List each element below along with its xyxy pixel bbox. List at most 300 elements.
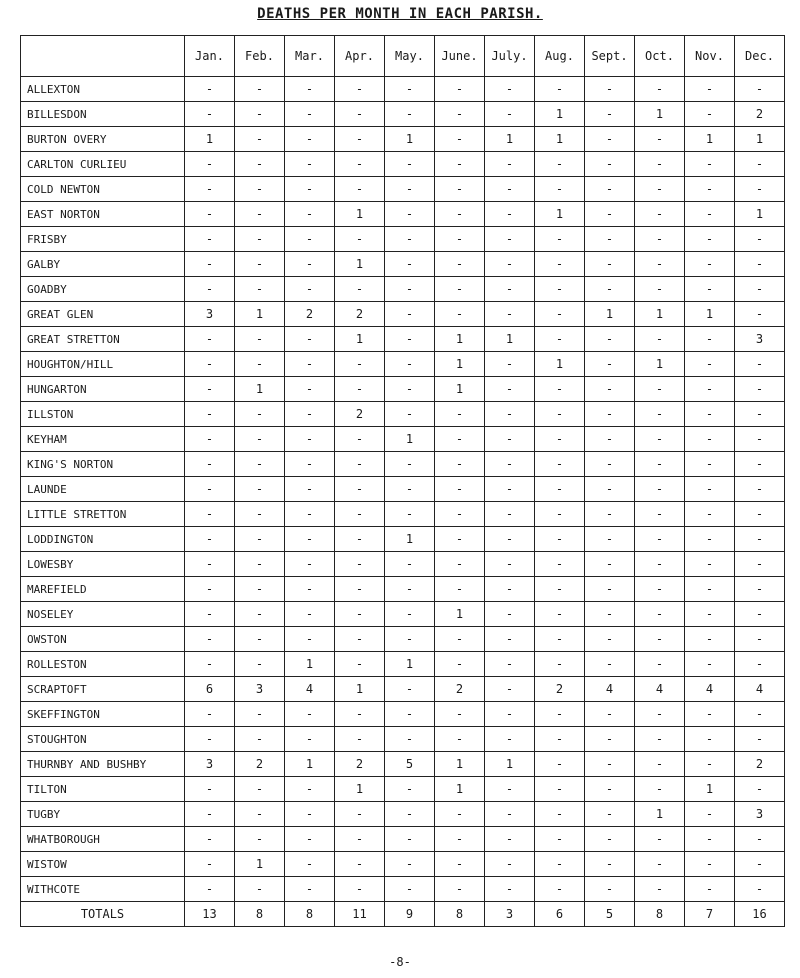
month-value: 4 <box>585 677 635 702</box>
month-value: - <box>385 202 435 227</box>
month-value: 1 <box>685 302 735 327</box>
month-value: 1 <box>385 427 435 452</box>
month-value: - <box>435 277 485 302</box>
table-row <box>21 127 785 152</box>
month-value: 1 <box>685 127 735 152</box>
month-value: - <box>535 702 585 727</box>
month-value: - <box>235 127 285 152</box>
month-value: - <box>385 327 435 352</box>
month-value: - <box>335 102 385 127</box>
month-value: - <box>535 177 585 202</box>
month-value: - <box>285 827 335 852</box>
table-row <box>21 227 785 252</box>
total-value: 8 <box>435 902 485 927</box>
month-value: - <box>235 227 285 252</box>
month-value: 1 <box>485 127 535 152</box>
month-value: - <box>585 177 635 202</box>
month-value: - <box>235 352 285 377</box>
month-value: - <box>735 227 785 252</box>
month-value: - <box>685 402 735 427</box>
month-value: - <box>285 227 335 252</box>
month-value: - <box>735 552 785 577</box>
month-value: - <box>435 702 485 727</box>
month-value: - <box>635 752 685 777</box>
table-row <box>21 327 785 352</box>
month-value: 1 <box>485 752 535 777</box>
total-value: 5 <box>585 902 635 927</box>
month-value: - <box>335 702 385 727</box>
month-value: - <box>485 877 535 902</box>
total-value: 13 <box>185 902 235 927</box>
total-value: 9 <box>385 902 435 927</box>
month-value: - <box>435 402 485 427</box>
month-value: - <box>435 127 485 152</box>
month-value: - <box>585 802 635 827</box>
month-value: - <box>685 702 735 727</box>
month-value: - <box>635 202 685 227</box>
month-value: 6 <box>185 677 235 702</box>
parish-name: GOADBY <box>21 277 185 302</box>
month-value: 1 <box>535 102 585 127</box>
month-value: - <box>335 602 385 627</box>
month-value: - <box>285 802 335 827</box>
month-value: - <box>435 827 485 852</box>
month-value: - <box>185 852 235 877</box>
month-value: - <box>185 502 235 527</box>
month-value: - <box>335 452 385 477</box>
month-value: - <box>735 402 785 427</box>
table-row <box>21 352 785 377</box>
month-value: - <box>485 427 535 452</box>
month-value: - <box>685 627 735 652</box>
table-row <box>21 877 785 902</box>
table-row <box>21 402 785 427</box>
month-value: - <box>285 452 335 477</box>
month-value: - <box>185 802 235 827</box>
month-value: - <box>635 552 685 577</box>
month-value: 4 <box>285 677 335 702</box>
month-value: - <box>285 252 335 277</box>
month-value: - <box>235 277 285 302</box>
month-value: - <box>635 177 685 202</box>
month-value: - <box>585 377 635 402</box>
month-value: - <box>735 627 785 652</box>
parish-name: KING'S NORTON <box>21 452 185 477</box>
month-value: - <box>585 852 635 877</box>
month-value: - <box>685 802 735 827</box>
month-value: - <box>235 502 285 527</box>
month-value: - <box>585 827 635 852</box>
parish-name: GREAT GLEN <box>21 302 185 327</box>
table-row <box>21 77 785 102</box>
month-value: 2 <box>285 302 335 327</box>
month-value: - <box>485 202 535 227</box>
month-value: 1 <box>285 752 335 777</box>
month-value: 1 <box>335 777 385 802</box>
month-value: - <box>585 527 635 552</box>
month-value: 1 <box>635 102 685 127</box>
total-value: 3 <box>485 902 535 927</box>
month-value: - <box>585 277 635 302</box>
month-value: 3 <box>735 802 785 827</box>
month-value: - <box>485 652 535 677</box>
month-value: - <box>635 477 685 502</box>
month-value: - <box>385 727 435 752</box>
month-value: - <box>335 427 385 452</box>
month-value: - <box>735 302 785 327</box>
table-row <box>21 652 785 677</box>
month-value: - <box>335 527 385 552</box>
month-value: - <box>385 802 435 827</box>
parish-name: EAST NORTON <box>21 202 185 227</box>
parish-name: ROLLESTON <box>21 652 185 677</box>
month-value: - <box>585 77 635 102</box>
parish-name: LODDINGTON <box>21 527 185 552</box>
month-value: - <box>285 777 335 802</box>
month-value: - <box>635 527 685 552</box>
month-value: - <box>435 77 485 102</box>
month-value: - <box>335 652 385 677</box>
month-value: 1 <box>235 302 285 327</box>
month-value: - <box>335 277 385 302</box>
month-value: - <box>535 627 585 652</box>
month-value: - <box>485 302 535 327</box>
month-value: - <box>635 227 685 252</box>
month-value: - <box>235 877 285 902</box>
month-value: - <box>685 552 735 577</box>
month-value: 5 <box>385 752 435 777</box>
month-value: - <box>435 452 485 477</box>
month-value: - <box>735 377 785 402</box>
month-value: - <box>335 152 385 177</box>
header-row <box>21 36 785 77</box>
month-value: - <box>285 127 335 152</box>
month-value: - <box>585 402 635 427</box>
month-value: - <box>735 652 785 677</box>
month-value: - <box>385 627 435 652</box>
parish-name: HOUGHTON/HILL <box>21 352 185 377</box>
month-value: - <box>435 102 485 127</box>
month-value: 1 <box>435 377 485 402</box>
month-value: 4 <box>685 677 735 702</box>
month-value: - <box>485 152 535 177</box>
table-row <box>21 452 785 477</box>
month-header: May. <box>385 36 435 77</box>
month-value: - <box>585 352 635 377</box>
month-value: - <box>235 402 285 427</box>
month-value: - <box>235 102 285 127</box>
month-value: - <box>535 777 585 802</box>
month-value: - <box>285 327 335 352</box>
month-value: - <box>235 327 285 352</box>
month-value: - <box>435 802 485 827</box>
month-value: - <box>585 752 635 777</box>
parish-name: SCRAPTOFT <box>21 677 185 702</box>
total-value: 11 <box>335 902 385 927</box>
table-row <box>21 427 785 452</box>
parish-name: THURNBY AND BUSHBY <box>21 752 185 777</box>
month-value: - <box>435 202 485 227</box>
month-value: 2 <box>335 752 385 777</box>
month-value: - <box>735 727 785 752</box>
month-value: - <box>385 777 435 802</box>
month-value: - <box>685 727 735 752</box>
month-value: - <box>535 552 585 577</box>
month-value: - <box>685 352 735 377</box>
month-value: - <box>285 177 335 202</box>
table-row <box>21 527 785 552</box>
month-value: 1 <box>235 852 285 877</box>
month-value: - <box>685 452 735 477</box>
month-value: - <box>585 327 635 352</box>
month-value: - <box>485 227 535 252</box>
month-value: - <box>635 377 685 402</box>
month-header: Dec. <box>735 36 785 77</box>
month-value: 1 <box>385 527 435 552</box>
month-value: - <box>485 452 535 477</box>
month-value: - <box>185 727 235 752</box>
month-value: - <box>235 602 285 627</box>
month-value: - <box>385 502 435 527</box>
month-value: - <box>585 652 635 677</box>
month-value: - <box>485 277 535 302</box>
month-value: - <box>485 477 535 502</box>
month-value: - <box>685 277 735 302</box>
month-value: 1 <box>585 302 635 327</box>
month-value: - <box>685 227 735 252</box>
month-value: - <box>685 427 735 452</box>
month-value: - <box>685 852 735 877</box>
month-value: - <box>685 102 735 127</box>
parish-name: NOSELEY <box>21 602 185 627</box>
month-value: - <box>385 102 435 127</box>
table-row <box>21 627 785 652</box>
month-value: - <box>685 602 735 627</box>
month-header: Aug. <box>535 36 585 77</box>
month-value: - <box>335 577 385 602</box>
month-header: Oct. <box>635 36 685 77</box>
month-value: - <box>185 827 235 852</box>
month-value: - <box>535 402 585 427</box>
month-value: - <box>185 527 235 552</box>
month-value: - <box>435 227 485 252</box>
month-value: - <box>285 552 335 577</box>
month-value: - <box>685 177 735 202</box>
month-value: 4 <box>735 677 785 702</box>
parish-name: CARLTON CURLIEU <box>21 152 185 177</box>
month-value: - <box>385 852 435 877</box>
month-header: June. <box>435 36 485 77</box>
table-row <box>21 152 785 177</box>
month-value: 1 <box>435 327 485 352</box>
month-value: - <box>585 777 635 802</box>
page-number: -8- <box>389 955 411 969</box>
month-value: - <box>685 477 735 502</box>
month-value: 3 <box>185 302 235 327</box>
month-value: - <box>635 652 685 677</box>
month-value: - <box>585 702 635 727</box>
deaths-table <box>20 35 785 927</box>
month-header: Jan. <box>185 36 235 77</box>
month-value: 1 <box>535 127 585 152</box>
month-value: - <box>285 202 335 227</box>
month-value: - <box>485 602 535 627</box>
month-value: - <box>535 577 585 602</box>
month-value: - <box>335 227 385 252</box>
month-value: - <box>285 577 335 602</box>
parish-name: BURTON OVERY <box>21 127 185 152</box>
month-value: - <box>585 877 635 902</box>
month-value: - <box>385 702 435 727</box>
month-header: Feb. <box>235 36 285 77</box>
month-value: - <box>685 752 735 777</box>
month-value: - <box>635 877 685 902</box>
parish-name: WITHCOTE <box>21 877 185 902</box>
month-value: - <box>585 227 635 252</box>
month-value: 1 <box>435 602 485 627</box>
month-value: - <box>185 702 235 727</box>
month-value: - <box>435 477 485 502</box>
month-value: - <box>385 77 435 102</box>
month-value: - <box>335 502 385 527</box>
month-value: - <box>185 777 235 802</box>
month-value: - <box>535 652 585 677</box>
parish-name: KEYHAM <box>21 427 185 452</box>
month-value: - <box>185 452 235 477</box>
month-value: - <box>335 877 385 902</box>
month-value: - <box>435 427 485 452</box>
month-value: - <box>385 877 435 902</box>
month-value: 1 <box>335 252 385 277</box>
month-value: - <box>335 177 385 202</box>
month-value: - <box>635 402 685 427</box>
month-value: - <box>535 752 585 777</box>
month-value: 1 <box>335 677 385 702</box>
month-value: - <box>335 127 385 152</box>
month-value: - <box>485 802 535 827</box>
month-value: - <box>435 652 485 677</box>
month-value: - <box>285 477 335 502</box>
month-value: - <box>635 702 685 727</box>
document-title: DEATHS PER MONTH IN EACH PARISH. <box>257 6 543 22</box>
month-value: - <box>735 577 785 602</box>
month-value: - <box>185 102 235 127</box>
table-row <box>21 827 785 852</box>
month-value: - <box>185 477 235 502</box>
month-value: - <box>685 527 735 552</box>
month-value: - <box>285 702 335 727</box>
month-value: - <box>235 727 285 752</box>
month-value: - <box>385 827 435 852</box>
month-value: - <box>385 402 435 427</box>
month-value: - <box>435 852 485 877</box>
month-header: Apr. <box>335 36 385 77</box>
month-value: - <box>435 302 485 327</box>
table-row <box>21 552 785 577</box>
month-value: 3 <box>735 327 785 352</box>
parish-name: SKEFFINGTON <box>21 702 185 727</box>
month-value: - <box>285 427 335 452</box>
month-value: - <box>535 452 585 477</box>
month-value: - <box>235 477 285 502</box>
month-value: - <box>185 552 235 577</box>
month-value: 1 <box>185 127 235 152</box>
table-row <box>21 577 785 602</box>
table-row <box>21 502 785 527</box>
month-value: - <box>285 77 335 102</box>
month-value: - <box>735 427 785 452</box>
month-value: - <box>285 352 335 377</box>
month-value: - <box>535 477 585 502</box>
parish-name: ILLSTON <box>21 402 185 427</box>
parish-name: WISTOW <box>21 852 185 877</box>
month-value: 2 <box>235 752 285 777</box>
table-row <box>21 677 785 702</box>
month-value: - <box>485 627 535 652</box>
table-row <box>21 777 785 802</box>
month-value: - <box>485 377 535 402</box>
parish-name: WHATBOROUGH <box>21 827 185 852</box>
month-value: - <box>285 377 335 402</box>
month-value: - <box>735 852 785 877</box>
month-value: - <box>285 527 335 552</box>
parish-name: LOWESBY <box>21 552 185 577</box>
total-value: 8 <box>285 902 335 927</box>
month-value: - <box>285 877 335 902</box>
month-value: - <box>185 352 235 377</box>
month-value: - <box>285 727 335 752</box>
month-header: Sept. <box>585 36 635 77</box>
month-value: - <box>485 352 535 377</box>
month-value: - <box>635 152 685 177</box>
month-value: - <box>235 627 285 652</box>
table-row <box>21 602 785 627</box>
month-value: - <box>485 402 535 427</box>
month-value: 3 <box>185 752 235 777</box>
month-value: 1 <box>685 777 735 802</box>
month-value: - <box>235 577 285 602</box>
parish-name: MAREFIELD <box>21 577 185 602</box>
month-value: - <box>485 777 535 802</box>
month-value: - <box>435 627 485 652</box>
parish-name: TILTON <box>21 777 185 802</box>
parish-name: OWSTON <box>21 627 185 652</box>
month-value: - <box>585 202 635 227</box>
month-value: - <box>485 177 535 202</box>
month-value: - <box>685 77 735 102</box>
month-value: - <box>735 827 785 852</box>
month-value: - <box>435 502 485 527</box>
month-value: - <box>735 777 785 802</box>
month-value: - <box>335 627 385 652</box>
month-value: - <box>485 827 535 852</box>
month-value: - <box>285 502 335 527</box>
month-value: 3 <box>235 677 285 702</box>
month-value: - <box>285 102 335 127</box>
month-value: - <box>585 152 635 177</box>
month-value: - <box>635 852 685 877</box>
month-value: - <box>485 502 535 527</box>
table-row <box>21 802 785 827</box>
month-value: - <box>535 502 585 527</box>
month-value: - <box>735 502 785 527</box>
month-value: - <box>635 577 685 602</box>
month-header: Mar. <box>285 36 335 77</box>
month-value: - <box>385 227 435 252</box>
parish-name: FRISBY <box>21 227 185 252</box>
month-value: - <box>685 827 735 852</box>
month-value: - <box>685 202 735 227</box>
